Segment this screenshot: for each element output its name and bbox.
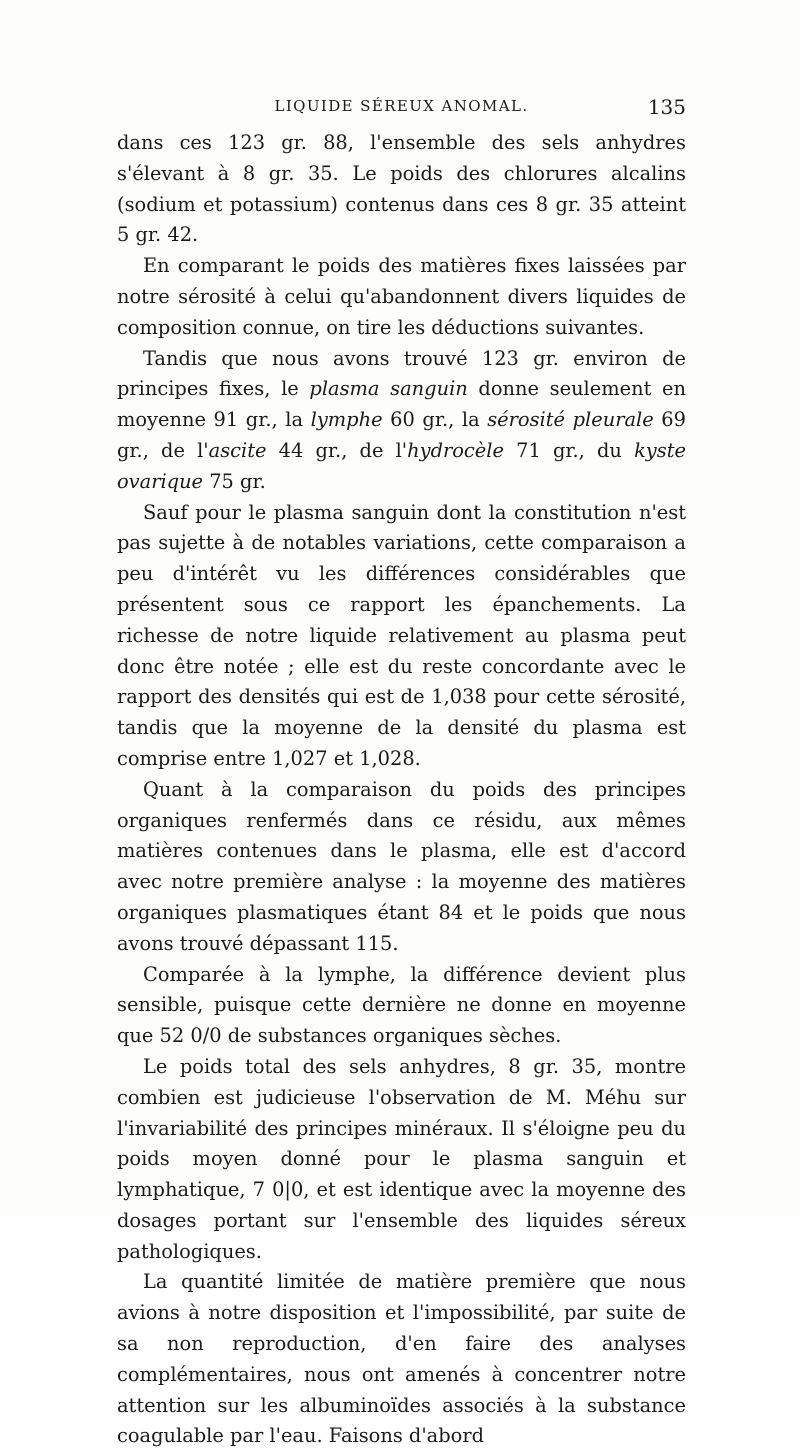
italic-term: kyste ovarique (117, 438, 686, 493)
text-run: Sauf pour le plasma sanguin dont la constitution n'est pas sujette à de notables variations, cette comparaison a peu d'intérêt vu les différences considérables que présentent sous ce rapport les épanchements. La richesse de notre liquide relativement au plasma peut donc être notée ; elle est du reste concordante avec le rapport des densités qui est de 1,038 pour cette sérosité, tandis que la moyenne de la densité du plasma est comprise entre 1,027 et 1,028. (117, 500, 686, 770)
paragraph (117, 498, 686, 775)
running-title: LIQUIDE SÉREUX ANOMAL. (274, 97, 529, 115)
paragraph (117, 1052, 686, 1268)
text-run: 44 gr., de l' (266, 438, 408, 462)
paragraph (117, 128, 686, 251)
paragraph (117, 344, 686, 498)
text-run: Le poids total des sels anhydres, 8 gr. 35, montre combien est judicieuse l'observation de M. Méhu sur l'invariabilité des principes minéraux. Il s'éloigne peu du poids moyen donné pour le plasma sanguin et lymphatique, 7 0|0, et est identique avec la moyenne des dosages portant sur l'ensemble des liquides séreux pathologiques. (117, 1054, 686, 1263)
italic-term: ascite (208, 438, 267, 462)
italic-term: hydrocèle (407, 438, 504, 462)
paragraph (117, 251, 686, 343)
text-run: donne seulement en moyenne 91 gr., la (117, 377, 687, 432)
text-run: Tandis que nous avons trouvé 123 gr. environ de principes fixes, le (117, 346, 686, 401)
text-run: dans ces 123 gr. 88, l'ensemble des sels anhydres s'élevant à 8 gr. 35. Le poids des chlorures alcalins (sodium et potassium) contenus dans ces 8 gr. 35 atteint 5 gr. 42. (117, 131, 686, 247)
page-body (117, 128, 686, 1452)
italic-term: plasma sanguin (309, 377, 468, 401)
page-number: 135 (647, 95, 686, 119)
text-run: Comparée à la lymphe, la différence devient plus sensible, puisque cette dernière ne donne en moyenne que 52 0/0 de substances organiques sèches. (117, 962, 686, 1048)
text-run: La quantité limitée de matière première que nous avions à notre disposition et l'impossibilité, par suite de sa non reproduction, d'en faire des analyses complémentaires, nous ont amenés à concentrer notre attention sur les albuminoïdes associés à la substance coagulable par l'eau. Faisons d'abord (117, 1270, 686, 1448)
paragraph (117, 775, 686, 960)
italic-term: lymphe (310, 408, 383, 432)
paragraph (117, 960, 686, 1052)
text-run: 75 gr. (203, 469, 266, 493)
page-header (117, 95, 686, 119)
text-run: Quant à la comparaison du poids des principes organiques renfermés dans ce résidu, aux mêmes matières contenues dans le plasma, elle est d'accord avec notre première analyse : la moyenne des matières organiques plasmatiques étant 84 et le poids que nous avons trouvé dépassant 115. (117, 777, 686, 955)
italic-term: sérosité pleurale (487, 408, 654, 432)
text-run: 69 gr., de l' (117, 408, 686, 462)
paragraph (117, 1267, 686, 1452)
text-run: 60 gr., la (382, 408, 488, 432)
text-run: 71 gr., du (503, 438, 635, 462)
text-run: En comparant le poids des matières fixes laissées par notre sérosité à celui qu'abandonnent divers liquides de composition connue, on tire les déductions suivantes. (117, 254, 686, 339)
